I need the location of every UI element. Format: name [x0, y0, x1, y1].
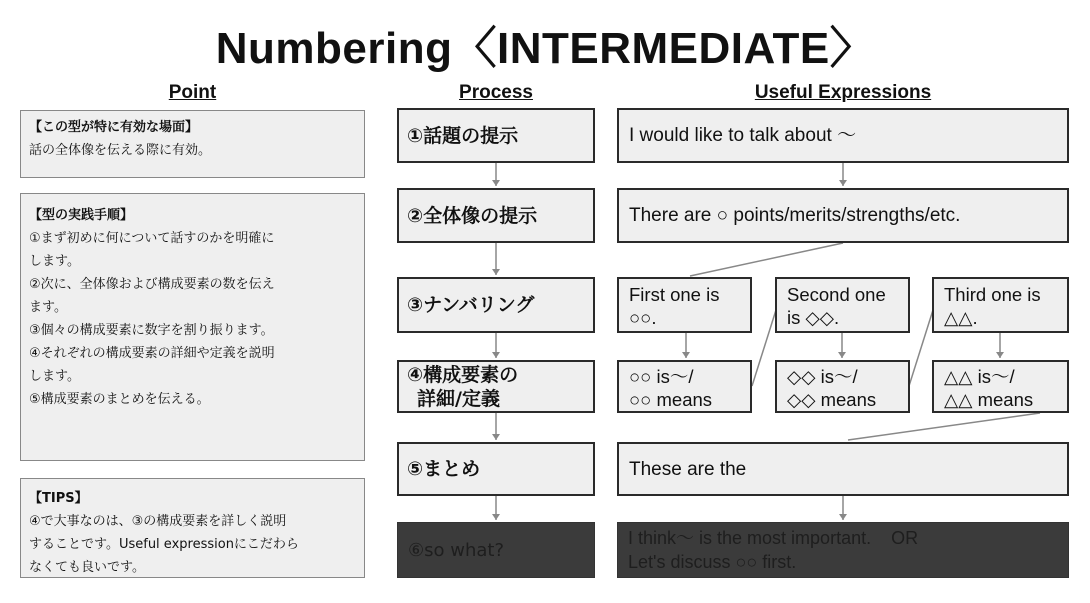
expression-third-point [932, 277, 1069, 333]
process-step-4 [397, 360, 595, 413]
point-tips-heading: 【TIPS】 [29, 491, 88, 506]
expression-second-detail-line1: ◇◇ is～/ [787, 366, 858, 387]
process-step-1: ①話題の提示 [397, 108, 595, 163]
expression-first-detail [617, 360, 752, 413]
point-tips-line: することです。Useful expressionにこだわら [29, 537, 299, 552]
expression-introduce-topic: I would like to talk about ～ [617, 108, 1069, 163]
point-tips-line: なくても良いです。 [29, 560, 145, 575]
point-procedure-box [20, 193, 365, 461]
process-step-2: ②全体像の提示 [397, 188, 595, 243]
expression-third-detail [932, 360, 1069, 413]
expression-third-line1: Third one is [944, 284, 1041, 305]
point-scene-text: 話の全体像を伝える際に有効。 [29, 143, 212, 158]
point-tips-box [20, 478, 365, 578]
process-step-3: ③ナンバリング [397, 277, 595, 333]
column-header-point: Point [168, 82, 217, 103]
column-header-process: Process [459, 82, 533, 103]
expression-first-detail-line2: ○○ means [629, 389, 713, 410]
column-header-expressions: Useful Expressions [754, 82, 932, 103]
expression-second-line1: Second one [787, 284, 886, 305]
point-procedure-line: ①まず初めに何について話すのかを明確に [29, 231, 275, 246]
expression-summary: These are the [617, 442, 1069, 496]
expression-so-what [617, 522, 1069, 578]
process-step-6: ⑥so what? [397, 522, 595, 578]
expression-first-detail-line1: ○○ is～/ [629, 366, 694, 387]
expression-first-point [617, 277, 752, 333]
expression-third-detail-line1: △△ is～/ [944, 366, 1015, 387]
point-procedure-line: ②次に、全体像および構成要素の数を伝え [29, 277, 275, 292]
expression-so-what-line1: I think～ is the most important. OR [628, 528, 919, 548]
expression-first-line2: ○○. [629, 307, 657, 328]
point-procedure-line: ⑤構成要素のまとめを伝える。 [29, 392, 210, 407]
expression-second-line2: is ◇◇. [787, 307, 840, 328]
process-step-5: ⑤まとめ [397, 442, 595, 496]
process-step-4-line1: ④構成要素の [407, 363, 519, 386]
page-title: Numbering〈INTERMEDIATE〉 [215, 24, 875, 73]
expression-second-detail-line2: ◇◇ means [787, 389, 877, 410]
process-step-4-line2: 詳細/定義 [417, 387, 500, 410]
point-procedure-line: します。 [29, 254, 80, 269]
expression-so-what-line2: Let's discuss ○○ first. [628, 552, 797, 572]
expression-third-line2: △△. [944, 307, 978, 328]
expression-third-detail-line2: △△ means [944, 389, 1034, 410]
point-procedure-line: ④それぞれの構成要素の詳細や定義を説明 [29, 346, 275, 361]
point-tips-line: ④で大事なのは、③の構成要素を詳しく説明 [29, 514, 287, 529]
point-scene-box [20, 110, 365, 178]
point-procedure-heading: 【型の実践手順】 [29, 208, 134, 223]
point-procedure-line: ます。 [29, 300, 67, 315]
point-scene-heading: 【この型が特に有効な場面】 [29, 120, 199, 135]
expression-second-point [775, 277, 910, 333]
expression-second-detail [775, 360, 910, 413]
point-procedure-line: ③個々の構成要素に数字を割り振ります。 [29, 323, 274, 338]
expression-first-line1: First one is [629, 284, 720, 305]
point-procedure-line: します。 [29, 369, 80, 384]
expression-overview: There are ○ points/merits/strengths/etc. [617, 188, 1069, 243]
